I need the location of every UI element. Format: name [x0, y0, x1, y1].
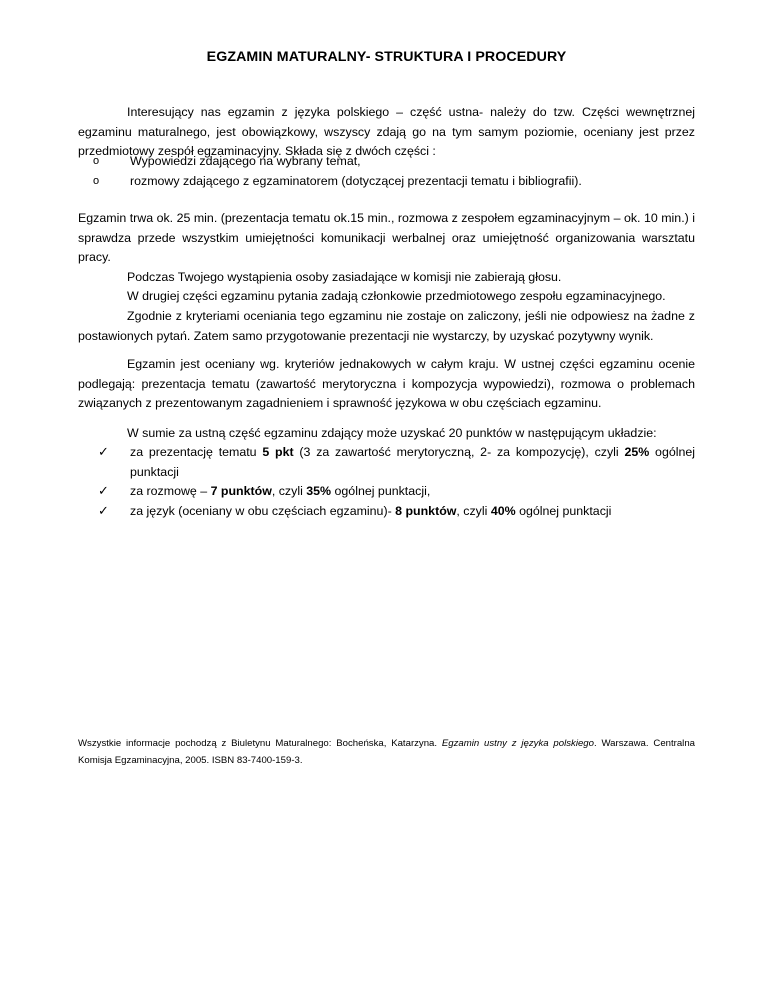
- source-footnote: [78, 736, 695, 769]
- list-item: [78, 482, 695, 502]
- score-breakdown-list: [78, 443, 695, 521]
- duration-paragraph: Egzamin trwa ok. 25 min. (prezentacja tematu ok.15 min., rozmowa z zespołem egzaminacyjnym – ok. 10 min.) i sprawdza przede wszystkim umiejętności komunikacji werbalnej oraz umiejętność organizowania warsztatu pracy.: [78, 211, 695, 264]
- score-percent: 40%: [490, 503, 516, 518]
- silent-paragraph: Podczas Twojego wystąpienia osoby zasiadające w komisji nie zabierają głosu.: [127, 270, 562, 284]
- score-points: 8 punktów: [395, 503, 457, 518]
- score-points: 5 pkt: [262, 445, 294, 459]
- criteria-paragraph: Zgodnie z kryteriami oceniania tego egzaminu nie zostaje on zaliczony, jeśli nie odpowiesz na żadne z postawionych pytań. Zatem samo przygotowanie prezentacji nie wystarczy, by uzyskać pozytywny wynik.: [78, 309, 695, 343]
- score-text: , czyli: [456, 503, 491, 518]
- footnote-text: Wszystkie informacje pochodzą z Biuletynu Maturalnego: Bocheńska, Katarzyna.: [78, 738, 442, 749]
- footnote-text: . Warszawa. Centralna Komisja Egzaminacyjna, 2005. ISBN 83-7400-159-3.: [78, 738, 695, 766]
- exam-parts-list: [78, 152, 695, 191]
- list-item-text: rozmowy zdającego z egzaminatorem (dotyczącej prezentacji tematu i bibliografii).: [130, 173, 582, 188]
- score-text: ogólnej punktacji: [515, 503, 612, 518]
- score-text: ogólnej punktacji: [130, 445, 696, 479]
- score-text: , czyli: [271, 484, 307, 498]
- checkmark-icon: ✓: [98, 484, 109, 499]
- list-item-text: Wypowiedzi zdającego na wybrany temat,: [130, 154, 361, 168]
- circle-bullet-icon: o: [93, 155, 100, 167]
- score-text: (3 za zawartość merytoryczną, 2- za kompozycję), czyli: [293, 445, 625, 459]
- circle-bullet-icon: o: [93, 174, 100, 187]
- score-percent: 35%: [306, 484, 332, 498]
- score-text: ogólnej punktacji,: [331, 484, 431, 498]
- list-item: [78, 152, 695, 172]
- score-summary-paragraph: W sumie za ustną część egzaminu zdający może uzyskać 20 punktów w następującym układzie:: [127, 426, 657, 440]
- score-percent: 25%: [624, 445, 650, 459]
- footnote-book-title: Egzamin ustny z języka polskiego: [441, 738, 594, 749]
- document-title: EGZAMIN MATURALNY- STRUKTURA I PROCEDURY: [206, 49, 567, 65]
- intro-paragraph: Interesujący nas egzamin z języka polskiego – część ustna- należy do tzw. Części wewnętrznej egzaminu maturalnego, jest obowiązkowy, wszyscy zdają go na tym samym poziomie, oceniany jest przez przedmiotowy zespół egzaminacyjny. Składa się z dwóch części :: [78, 105, 695, 158]
- list-item: [78, 172, 695, 192]
- checkmark-icon: ✓: [98, 503, 109, 519]
- score-points: 7 punktów: [210, 484, 272, 498]
- list-item: [78, 443, 695, 482]
- checkmark-icon: ✓: [98, 445, 109, 460]
- score-text: za język (oceniany w obu częściach egzaminu)-: [130, 503, 396, 518]
- score-text: za prezentację tematu: [130, 445, 263, 459]
- list-item: [78, 502, 695, 522]
- score-text: za rozmowę –: [130, 484, 211, 498]
- second-part-paragraph: W drugiej części egzaminu pytania zadają członkowie przedmiotowego zespołu egzaminacyjnego.: [127, 289, 666, 303]
- assessment-paragraph: Egzamin jest oceniany wg. kryteriów jednakowych w całym kraju. W ustnej części egzaminu ocenie podlegają: prezentacja tematu (zawartość merytoryczna i kompozycja wypowiedzi), rozmowa o problemach związanych z prezentowanym zagadnieniem i sprawność językowa w obu częściach egzaminu.: [78, 357, 695, 410]
